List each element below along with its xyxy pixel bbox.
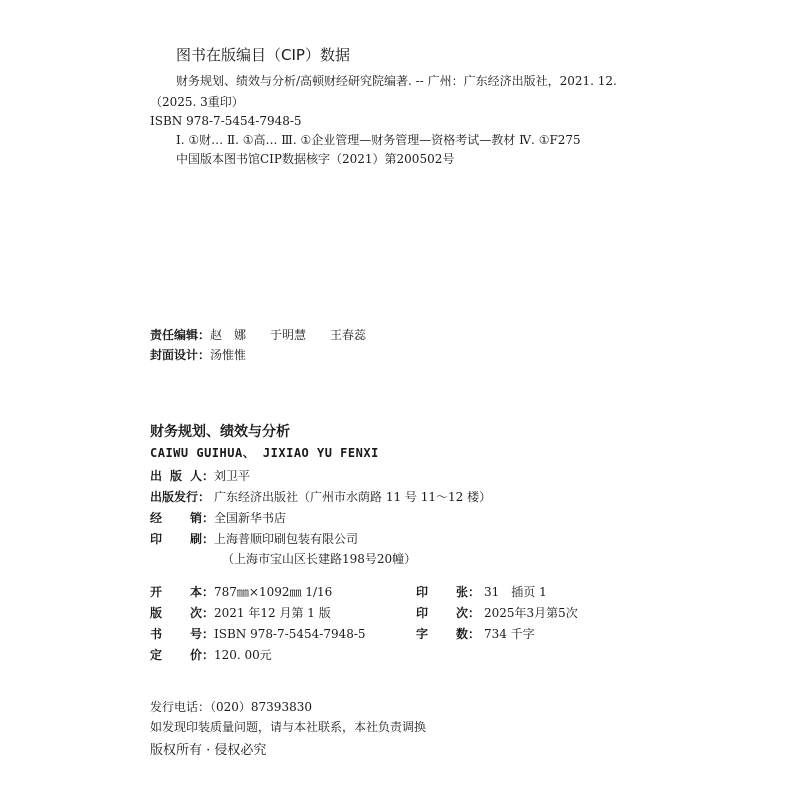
distributor-row bbox=[150, 509, 286, 526]
publisher-label: 出 版 人： bbox=[150, 469, 214, 483]
book-title: 财务规划、绩效与分析 bbox=[150, 424, 290, 440]
quality-notice: 如发现印装质量问题，请与本社联系，本社负责调换 bbox=[150, 720, 427, 734]
distributor-label: 经 销： bbox=[150, 511, 214, 525]
cip-verification: 中国版本图书馆CIP数据核字（2021）第200502号 bbox=[176, 152, 455, 166]
cover-design-label: 封面设计： bbox=[150, 348, 211, 362]
issuer-row bbox=[150, 488, 491, 505]
sheets-value: 31 插页 1 bbox=[484, 585, 547, 599]
cover-designer: 汤惟惟 bbox=[210, 348, 247, 362]
format-value: 787㎜×1092㎜ 1/16 bbox=[214, 585, 333, 599]
distributor-name: 全国新华书店 bbox=[214, 511, 287, 525]
edition-label: 版 次： bbox=[150, 606, 214, 620]
printer-name: 上海普顺印刷包装有限公司 bbox=[214, 532, 359, 546]
editor-names: 赵 娜 于明慧 王春蕊 bbox=[210, 328, 367, 342]
price-value: 120. 00元 bbox=[214, 648, 272, 662]
cip-isbn: ISBN 978-7-5454-7948-5 bbox=[150, 114, 302, 128]
printer-row bbox=[150, 530, 358, 547]
cip-line-bibliographic: 财务规划、绩效与分析/高顿财经研究院编著. -- 广州：广东经济出版社，2021. 12. bbox=[176, 74, 617, 88]
distribution-phone: 发行电话：（020）87393830 bbox=[150, 700, 312, 714]
format-label: 开 本： bbox=[150, 585, 214, 599]
book-title-pinyin: CAIWU GUIHUA、 JIXIAO YU FENXI bbox=[150, 446, 379, 460]
printer-label: 印 刷： bbox=[150, 532, 214, 546]
copyright-notice: 版权所有 · 侵权必究 bbox=[150, 743, 267, 758]
spec-row-price bbox=[150, 646, 272, 663]
printing-value: 2025年3月第5次 bbox=[484, 606, 578, 620]
sheets-label: 印 张： bbox=[416, 585, 480, 599]
spec-row-edition bbox=[150, 604, 578, 621]
isbn-label: 书 号： bbox=[150, 627, 214, 641]
publisher-name: 刘卫平 bbox=[214, 469, 251, 483]
cip-line-reprint: （2025. 3重印） bbox=[150, 95, 244, 109]
printing-label: 印 次： bbox=[416, 606, 480, 620]
word-count-value: 734 千字 bbox=[484, 627, 535, 641]
printer-address: （上海市宝山区长建路198号20幢） bbox=[222, 552, 417, 566]
price-label: 定 价： bbox=[150, 648, 214, 662]
editor-row bbox=[150, 326, 366, 343]
word-count-label: 字 数： bbox=[416, 627, 480, 641]
spec-row-isbn bbox=[150, 625, 535, 642]
editor-label: 责任编辑： bbox=[150, 328, 211, 342]
issuer-label: 出版发行： bbox=[150, 490, 211, 504]
cover-design-row bbox=[150, 346, 246, 363]
cip-title: 图书在版编目（CIP）数据 bbox=[176, 46, 350, 64]
isbn-value: ISBN 978-7-5454-7948-5 bbox=[214, 627, 366, 641]
spec-row-format bbox=[150, 583, 547, 600]
issuer-name: 广东经济出版社（广州市水荫路 11 号 11～12 楼） bbox=[214, 490, 492, 504]
publisher-row bbox=[150, 467, 250, 484]
edition-value: 2021 年12 月第 1 版 bbox=[214, 606, 331, 620]
cip-classification: Ⅰ. ①财… Ⅱ. ①高… Ⅲ. ①企业管理—财务管理—资格考试—教材 Ⅳ. ①F275 bbox=[176, 133, 581, 147]
